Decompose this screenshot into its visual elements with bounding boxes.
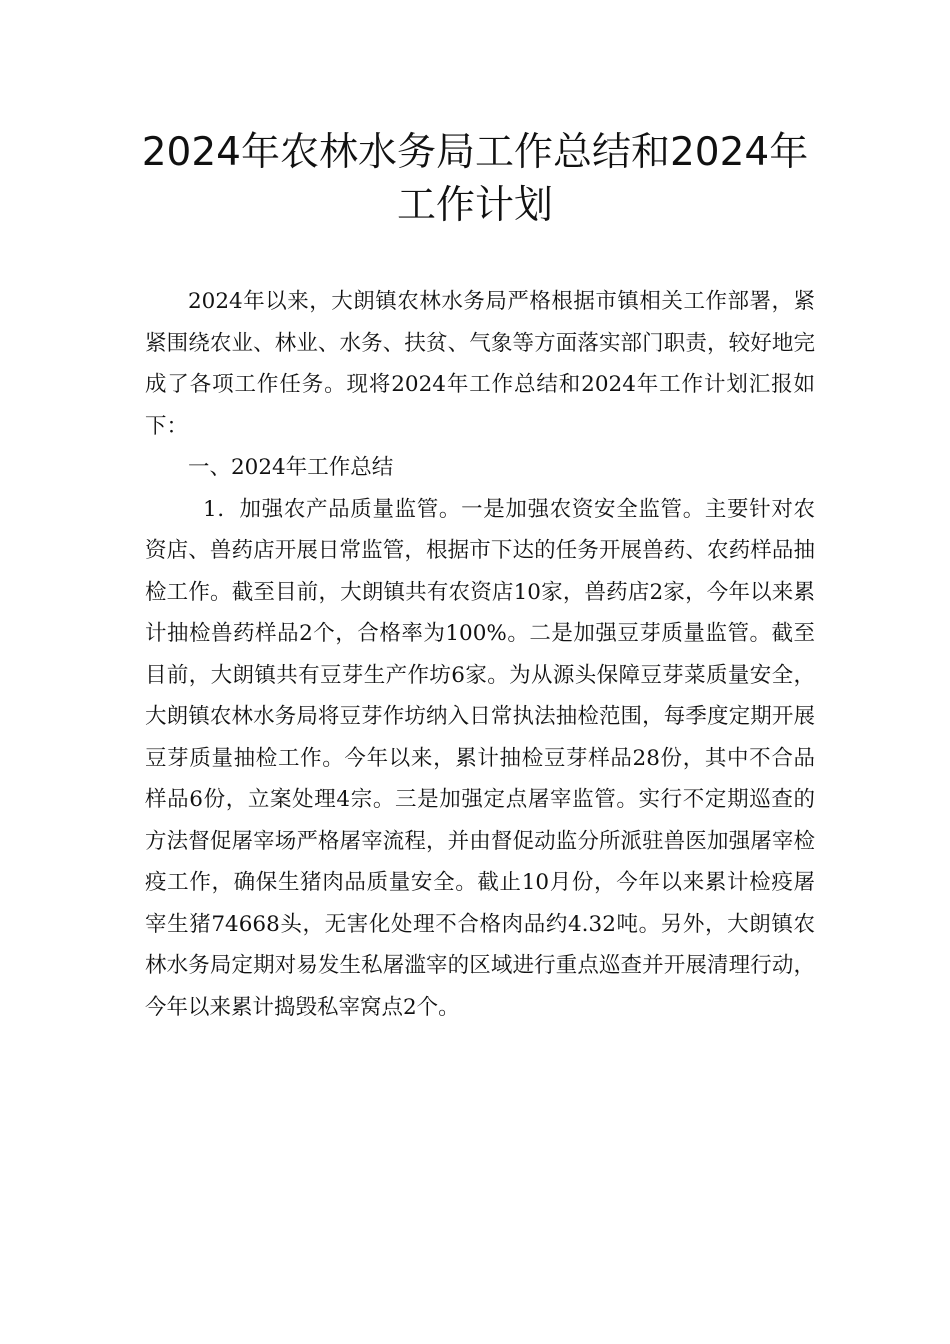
section-heading: 一、2024年工作总结 xyxy=(188,455,394,480)
document-title-line-1: 2024年农林水务局工作总结和2024年 xyxy=(141,130,809,175)
document-body xyxy=(145,281,815,1028)
document-title xyxy=(120,126,830,232)
document-title-line-2: 工作计划 xyxy=(396,183,553,228)
intro-paragraph: 2024年以来，大朗镇农林水务局严格根据市镇相关工作部署，紧紧围绕农业、林业、水务、扶贫、气象等方面落实部门职责，较好地完成了各项工作任务。现将2024年工作总结和2024年工作计划汇报如下： xyxy=(145,289,815,439)
numbered-paragraph: 1．加强农产品质量监管。一是加强农资安全监管。主要针对农资店、兽药店开展日常监管，根据市下达的任务开展兽药、农药样品抽检工作。截至目前，大朗镇共有农资店10家，兽药店2家，今年以来累计抽检兽药样品2个，合格率为100%。二是加强豆芽质量监管。截至目前，大朗镇共有豆芽生产作坊6家。为从源头保障豆芽菜质量安全，大朗镇农林水务局将豆芽作坊纳入日常执法抽检范围，每季度定期开展豆芽质量抽检工作。今年以来，累计抽检豆芽样品28份，其中不合品样品6份，立案处理4宗。三是加强定点屠宰监管。实行不定期巡查的方法督促屠宰场严格屠宰流程，并由督促动监分所派驻兽医加强屠宰检疫工作，确保生猪肉品质量安全。截止10月份，今年以来累计检疫屠宰生猪74668头，无害化处理不合格肉品约4.32吨。另外，大朗镇农林水务局定期对易发生私屠滥宰的区域进行重点巡查并开展清理行动，今年以来累计捣毁私宰窝点2个。 xyxy=(145,496,815,1020)
